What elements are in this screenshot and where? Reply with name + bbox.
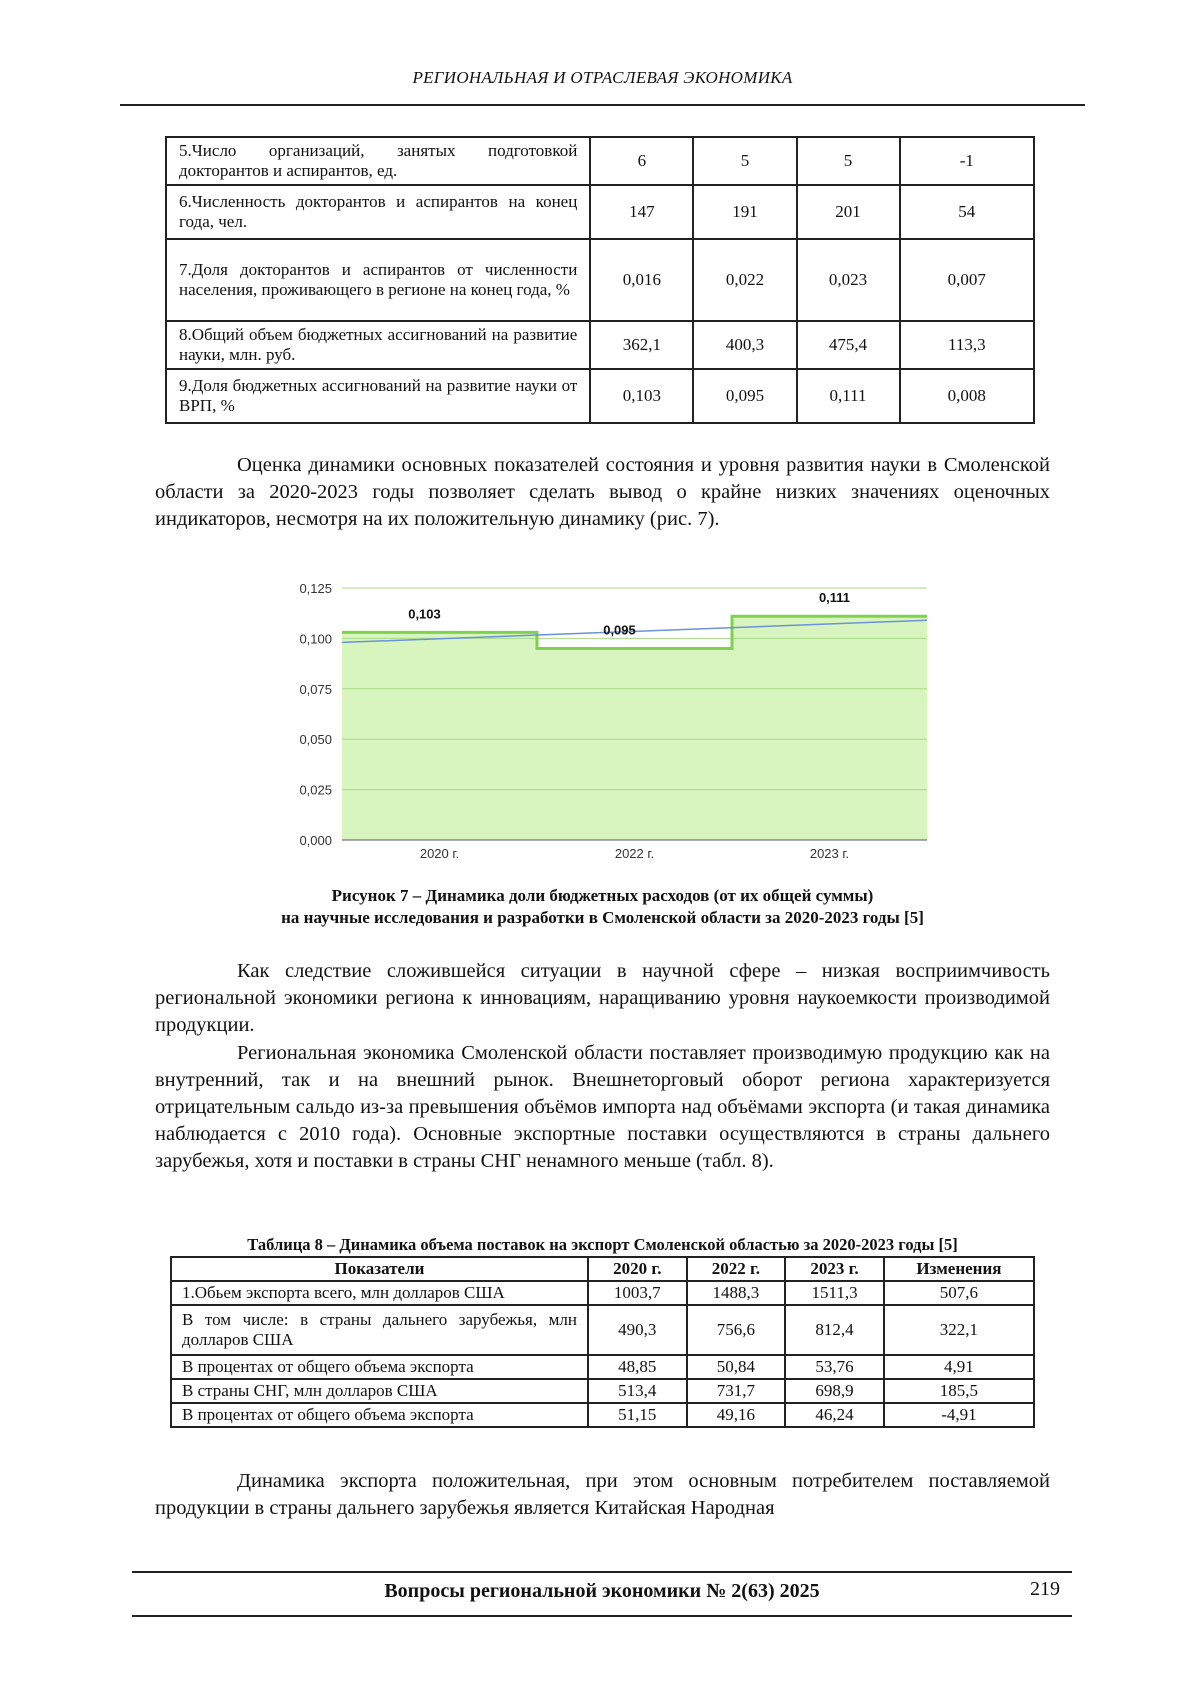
cell-change: 113,3 <box>900 321 1034 369</box>
footer-rule-top <box>132 1571 1072 1573</box>
header-2023: 2023 г. <box>785 1257 884 1281</box>
cell-2020: 6 <box>590 137 693 185</box>
cell-2020: 48,85 <box>588 1355 687 1379</box>
caption-line-2: на научные исследования и разработки в Смоленской области за 2020-2023 годы [5] <box>281 908 924 927</box>
cell-2023: 812,4 <box>785 1305 884 1355</box>
cell-2023: 53,76 <box>785 1355 884 1379</box>
cell-change: 322,1 <box>884 1305 1034 1355</box>
paragraph-4 <box>155 1468 1050 1522</box>
cell-2023: 5 <box>797 137 900 185</box>
cell-2023: 1511,3 <box>785 1281 884 1305</box>
row-label: 8.Общий объем бюджетных ассигнований на развитие науки, млн. руб. <box>166 321 590 369</box>
table-row <box>171 1355 1034 1379</box>
journal-title: Вопросы региональной экономики № 2(63) 2025 <box>384 1580 820 1602</box>
paragraph-2-text: Как следствие сложившейся ситуации в научной сфере – низкая восприимчивость региональной экономики региона к инновациям, наращиванию уровня наукоемкости производимой продукции. <box>155 960 1050 1036</box>
data-label: 0,103 <box>408 606 441 622</box>
cell-2022: 5 <box>693 137 796 185</box>
paragraph-3 <box>155 1040 1050 1175</box>
table-row <box>166 239 1034 321</box>
y-tick-label: 0,050 <box>299 732 332 748</box>
row-label: В процентах от общего объема экспорта <box>171 1355 588 1379</box>
header-indicator: Показатели <box>171 1257 588 1281</box>
row-label: В процентах от общего объема экспорта <box>171 1403 588 1427</box>
y-tick-label: 0,125 <box>299 581 332 596</box>
y-tick-label: 0,100 <box>299 631 332 647</box>
cell-2020: 51,15 <box>588 1403 687 1427</box>
x-tick-label: 2023 г. <box>809 846 850 861</box>
figure-7-chart <box>292 578 942 878</box>
cell-change: -1 <box>900 137 1034 185</box>
cell-change: 54 <box>900 185 1034 239</box>
cell-change: 185,5 <box>884 1379 1034 1403</box>
table-row <box>171 1305 1034 1355</box>
x-tick-label: 2020 г. <box>419 846 460 861</box>
paragraph-2 <box>155 958 1050 1039</box>
cell-2022: 756,6 <box>687 1305 786 1355</box>
paragraph-1 <box>155 452 1050 533</box>
header-rule <box>120 104 1085 106</box>
table-header-row <box>171 1257 1034 1281</box>
row-label: В том числе: в страны дальнего зарубежья, млн долларов США <box>171 1305 588 1355</box>
paragraph-4-text: Динамика экспорта положительная, при этом основным потребителем поставляемой продукции в страны дальнего зарубежья является Китайская Народная <box>155 1470 1050 1519</box>
row-label: 5.Число организаций, занятых подготовкой докторантов и аспирантов, ед. <box>166 137 590 185</box>
cell-2022: 731,7 <box>687 1379 786 1403</box>
row-label: 1.Обьем экспорта всего, млн долларов США <box>171 1281 588 1305</box>
table-row <box>171 1403 1034 1427</box>
x-tick-label: 2022 г. <box>614 846 655 861</box>
row-label: 9.Доля бюджетных ассигнований на развитие науки от ВРП, % <box>166 369 590 423</box>
cell-2023: 698,9 <box>785 1379 884 1403</box>
paragraph-1-text: Оценка динамики основных показателей состояния и уровня развития науки в Смоленской области за 2020-2023 годы позволяет сделать вывод о крайне низких значениях оценочных индикаторов, несмотря на их положительную динамику (рис. 7). <box>155 454 1050 530</box>
cell-2022: 1488,3 <box>687 1281 786 1305</box>
cell-2023: 0,111 <box>797 369 900 423</box>
y-tick-label: 0,025 <box>299 782 332 798</box>
header-change: Изменения <box>884 1257 1034 1281</box>
table-row <box>171 1379 1034 1403</box>
table-8 <box>170 1256 1035 1428</box>
cell-change: 4,91 <box>884 1355 1034 1379</box>
figure-caption <box>155 885 1050 929</box>
cell-2020: 0,103 <box>590 369 693 423</box>
cell-2023: 46,24 <box>785 1403 884 1427</box>
header-2022: 2022 г. <box>687 1257 786 1281</box>
cell-change: 0,007 <box>900 239 1034 321</box>
cell-2022: 191 <box>693 185 796 239</box>
footer-rule-bottom <box>132 1615 1072 1617</box>
table-row <box>166 321 1034 369</box>
cell-2022: 49,16 <box>687 1403 786 1427</box>
caption-line-1: Рисунок 7 – Динамика доли бюджетных расходов (от их общей суммы) <box>331 886 874 905</box>
row-label: 6.Численность докторантов и аспирантов на конец года, чел. <box>166 185 590 239</box>
row-label: 7.Доля докторантов и аспирантов от численности населения, проживающего в регионе на конец года, % <box>166 239 590 321</box>
cell-2020: 0,016 <box>590 239 693 321</box>
page-number: 219 <box>1030 1578 1060 1600</box>
data-label: 0,095 <box>603 622 636 638</box>
cell-2022: 0,022 <box>693 239 796 321</box>
cell-change: 507,6 <box>884 1281 1034 1305</box>
paragraph-3-text: Региональная экономика Смоленской области поставляет производимую продукцию как на внутренний, так и на внешний рынок. Внешнеторговый оборот региона характеризуется отрицательным сальдо из-за превышения объёмов импорта над объёмами экспорта (и такая динамика наблюдается с 2010 года). Основные экспортные поставки осуществляются в страны дальнего зарубежья, хотя и поставки в страны СНГ ненамного меньше (табл. 8). <box>155 1042 1050 1172</box>
cell-2023: 475,4 <box>797 321 900 369</box>
table-row <box>171 1281 1034 1305</box>
header-2020: 2020 г. <box>588 1257 687 1281</box>
table-row <box>166 185 1034 239</box>
cell-2022: 0,095 <box>693 369 796 423</box>
row-label: В страны СНГ, млн долларов США <box>171 1379 588 1403</box>
table-8-title: Таблица 8 – Динамика объема поставок на экспорт Смоленской областью за 2020-2023 годы [5] <box>247 1235 958 1254</box>
cell-2023: 201 <box>797 185 900 239</box>
cell-change: 0,008 <box>900 369 1034 423</box>
table-row <box>166 137 1034 185</box>
y-tick-label: 0,075 <box>299 681 332 697</box>
cell-2023: 0,023 <box>797 239 900 321</box>
data-label: 0,111 <box>818 590 851 606</box>
cell-2022: 400,3 <box>693 321 796 369</box>
y-tick-label: 0,000 <box>299 833 332 848</box>
cell-2020: 513,4 <box>588 1379 687 1403</box>
cell-2020: 1003,7 <box>588 1281 687 1305</box>
cell-2020: 490,3 <box>588 1305 687 1355</box>
cell-2020: 147 <box>590 185 693 239</box>
running-header: РЕГИОНАЛЬНАЯ И ОТРАСЛЕВАЯ ЭКОНОМИКА <box>412 68 793 87</box>
cell-change: -4,91 <box>884 1403 1034 1427</box>
cell-2022: 50,84 <box>687 1355 786 1379</box>
cell-2020: 362,1 <box>590 321 693 369</box>
table-7-continued <box>165 136 1035 424</box>
table-row <box>166 369 1034 423</box>
